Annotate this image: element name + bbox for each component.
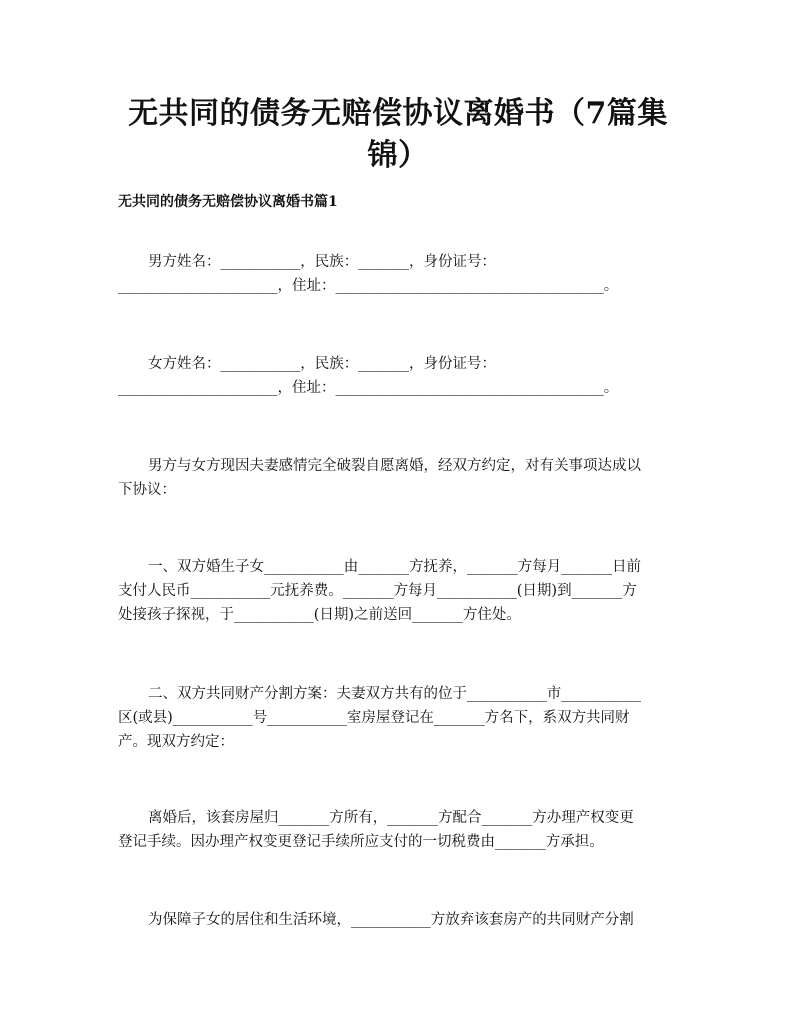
paragraph-property: [118, 682, 680, 754]
paragraph-children: [118, 555, 680, 627]
paragraph-female-info: [118, 352, 680, 400]
title-line-1: 无共同的债务无赔偿协议离婚书（7篇集: [128, 96, 668, 131]
paragraph-intro: [118, 454, 680, 502]
paragraph-after-divorce: [118, 806, 680, 854]
paragraph-line: 产。现双方约定：: [118, 734, 234, 750]
section-heading: 无共同的债务无赔偿协议离婚书篇1: [118, 194, 338, 210]
paragraph-residence: [118, 908, 680, 932]
paragraph-line: 女方姓名：___________，民族：_______，身份证号：: [148, 356, 496, 372]
paragraph-line: 下协议：: [118, 482, 176, 498]
paragraph-line: 二、双方共同财产分割方案：夫妻双方共有的位于___________市___________: [148, 686, 641, 702]
paragraph-line: 为保障子女的居住和生活环境，___________方放弃该套房产的共同财产分割: [148, 912, 634, 928]
paragraph-line: 男方姓名：___________，民族：_______，身份证号：: [148, 254, 496, 270]
paragraph-line: ______________________，住址：_____________________________________。: [118, 278, 619, 294]
paragraph-line: 区(或县)___________号___________室房屋登记在_______方名下，系双方共同财: [118, 710, 630, 726]
paragraph-line: 支付人民币___________元抚养费。_______方每月___________(日期)到_______方: [118, 583, 637, 599]
paragraph-line: 登记手续。因办理产权变更登记手续所应支付的一切税费由_______方承担。: [118, 834, 604, 850]
title-line-2: 锦）: [367, 138, 429, 173]
paragraph-line: ______________________，住址：_____________________________________。: [118, 380, 619, 396]
paragraph-line: 离婚后，该套房屋归_______方所有，_______方配合_______方办理产权变更: [148, 810, 634, 826]
paragraph-line: 一、双方婚生子女___________由_______方抚养，_______方每月_______日前: [148, 559, 641, 575]
paragraph-line: 男方与女方现因夫妻感情完全破裂自愿离婚，经双方约定，对有关事项达成以: [148, 458, 641, 474]
paragraph-line: 处接孩子探视，于___________(日期)之前送回_______方住处。: [118, 607, 521, 623]
paragraph-male-info: [118, 250, 680, 298]
